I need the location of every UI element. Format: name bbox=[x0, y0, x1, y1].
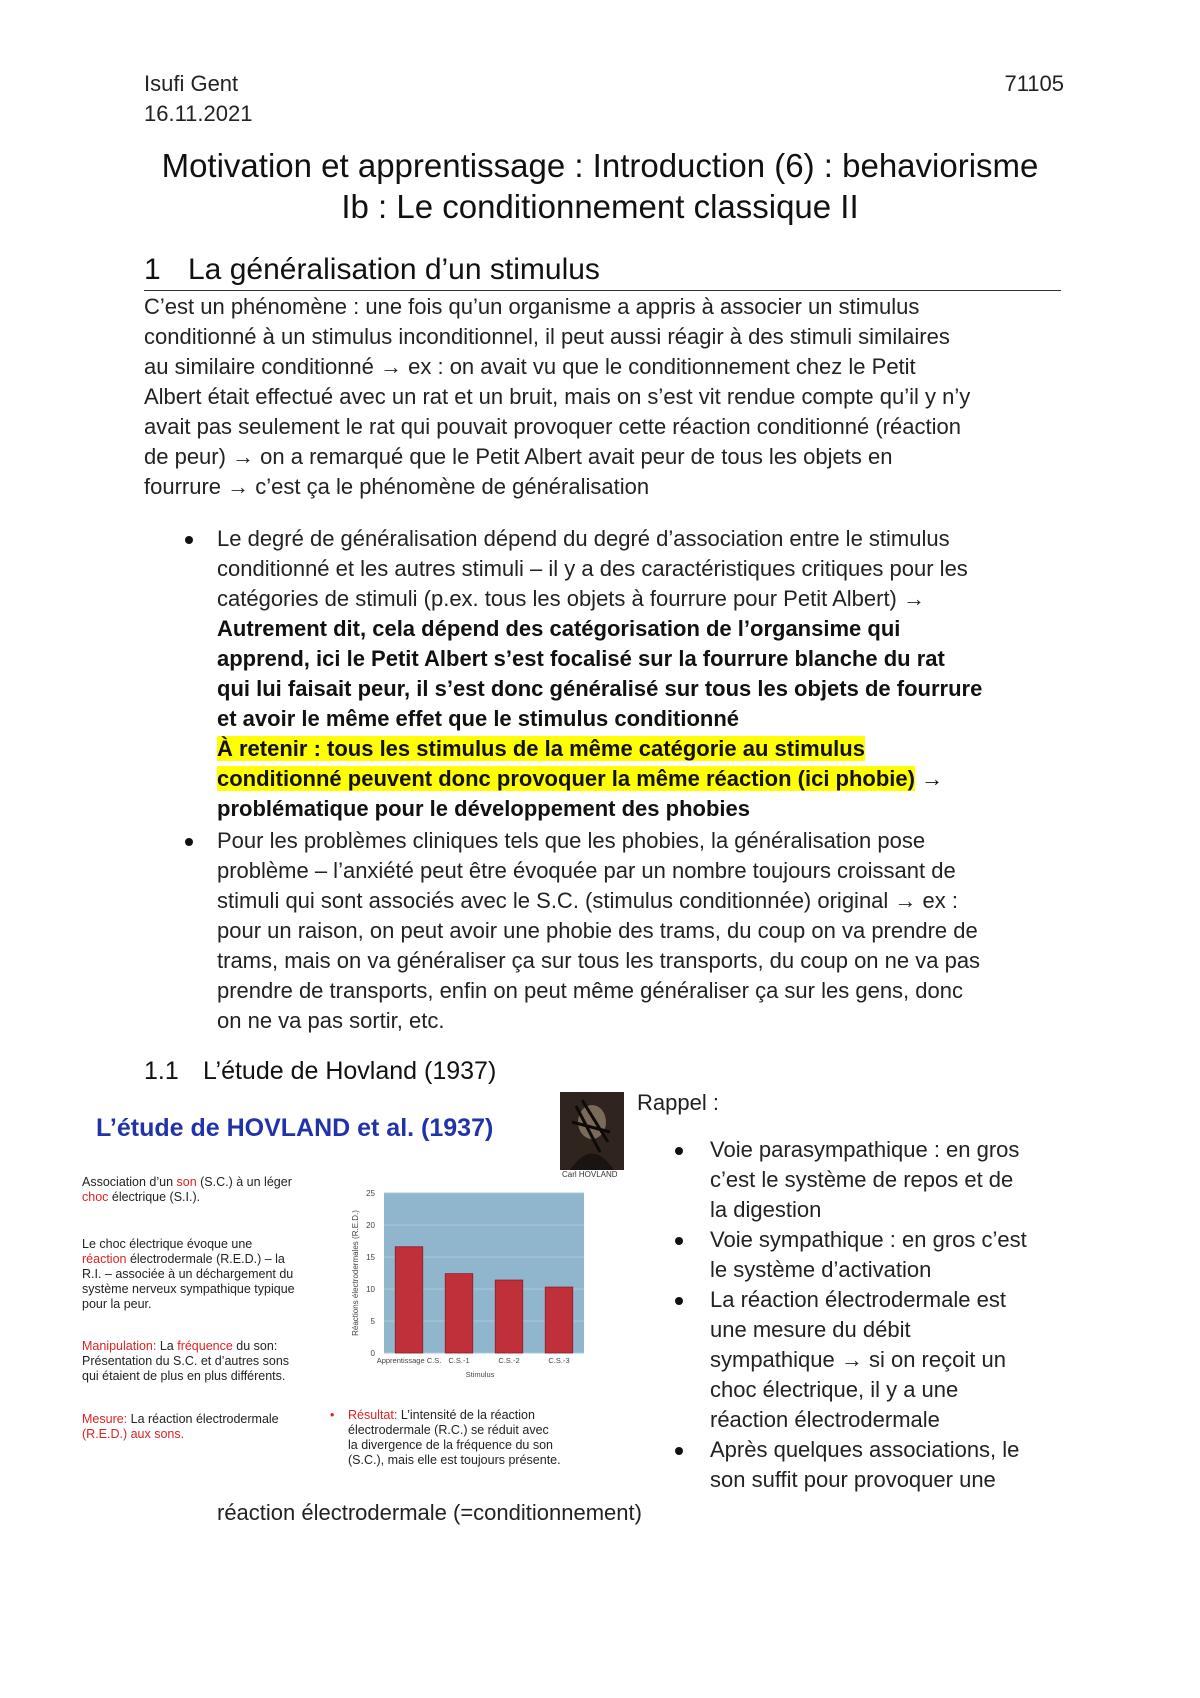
section-1-heading bbox=[144, 252, 600, 288]
y-tick-label: 25 bbox=[366, 1189, 375, 1198]
author-name: Isufi Gent bbox=[144, 71, 239, 96]
bullet-dot bbox=[675, 1147, 683, 1155]
slide-block-choc: Le choc électrique évoque une réaction électrodermale (R.E.D.) – la R.I. – associée à un déchargement du système nerveux sympathique typique pour la peur. bbox=[82, 1237, 295, 1311]
heading-underline bbox=[144, 290, 1061, 291]
para-line: conditionné à un stimulus inconditionnel, il peut aussi réagir à des stimuli similaires bbox=[144, 324, 950, 349]
bold-line: apprend, ici le Petit Albert s’est focalisé sur la fourrure blanche du rat bbox=[217, 646, 945, 671]
slide-title: L’étude de HOVLAND et al. (1937) bbox=[96, 1114, 494, 1142]
bold-line: Autrement dit, cela dépend des catégorisation de l’organsime qui bbox=[217, 616, 901, 641]
hovland-portrait bbox=[560, 1092, 624, 1170]
title-line-1: Motivation et apprentissage : Introduction (6) : behaviorisme bbox=[161, 147, 1039, 184]
bullet-generalisation-degree bbox=[217, 524, 1087, 824]
y-tick-label: 0 bbox=[370, 1349, 375, 1358]
bullet-line: prendre de transports, enfin on peut même généraliser ça sur les gens, donc bbox=[217, 978, 963, 1003]
bar-4 bbox=[545, 1287, 573, 1353]
para-line: avait pas seulement le rat qui pouvait provoquer cette réaction conditionné (réaction bbox=[144, 414, 961, 439]
x-tick-label: Apprentissage C.S. bbox=[376, 1356, 442, 1365]
para-line: Albert était effectué avec un rat et un bruit, mais on s’est vit rendue compte qu’il y n’y bbox=[144, 384, 971, 409]
section-1-number: 1 bbox=[144, 253, 161, 286]
bullet-line: problème – l’anxiété peut être évoquée par un nombre toujours croissant de bbox=[217, 858, 956, 883]
bullet-line: catégories de stimuli (p.ex. tous les objets à fourrure pour Petit Albert) → bbox=[217, 586, 925, 611]
highlighted-remember: conditionné peuvent donc provoquer la même réaction (ici phobie) bbox=[217, 766, 915, 791]
bullet-line: on ne va pas sortir, etc. bbox=[217, 1008, 445, 1033]
section-1-1-title: L’étude de Hovland (1937) bbox=[203, 1057, 497, 1085]
student-number: 71105 bbox=[1004, 71, 1064, 96]
x-tick-label: C.S.-1 bbox=[448, 1356, 470, 1365]
y-tick-label: 10 bbox=[366, 1285, 375, 1294]
y-tick-labels bbox=[366, 1189, 375, 1358]
hovland-slide bbox=[80, 1095, 640, 1475]
section-1-1-heading bbox=[144, 1055, 496, 1087]
rappel-item-parasympathique: Voie parasympathique : en gros c’est le système de repos et de la digestion bbox=[710, 1137, 1020, 1222]
bullet-dot bbox=[675, 1297, 683, 1305]
bullet-clinical-problems bbox=[217, 826, 1087, 1036]
x-axis-label: Stimulus bbox=[465, 1370, 495, 1379]
para-line: fourrure → c’est ça le phénomène de généralisation bbox=[144, 474, 650, 499]
y-axis-label: Réactions électrodermales (R.E.D.) bbox=[351, 1210, 360, 1336]
x-tick-label: C.S.-3 bbox=[548, 1356, 570, 1365]
bar-3 bbox=[495, 1280, 523, 1353]
section-1-title: La généralisation d’un stimulus bbox=[188, 253, 600, 286]
para-line: de peur) → on a remarqué que le Petit Albert avait peur de tous les objets en bbox=[144, 444, 893, 469]
page-title bbox=[0, 145, 1200, 227]
bold-line: et avoir le même effet que le stimulus conditionné bbox=[217, 706, 740, 731]
bold-line: problématique pour le développement des phobies bbox=[217, 796, 750, 821]
hovland-bar-chart bbox=[350, 1183, 590, 1383]
bullet-dot bbox=[675, 1237, 683, 1245]
bullet-dot bbox=[675, 1447, 683, 1455]
bullet-line: Pour les problèmes cliniques tels que les phobies, la généralisation pose bbox=[217, 828, 926, 853]
slide-result: • Résultat: L’intensité de la réaction électrodermale (R.C.) se réduit avec la divergence de la fréquence du son (S.C.), mais elle est toujours présente. bbox=[330, 1408, 561, 1467]
bullet-line: pour un raison, on peut avoir une phobie des trams, du coup on va prendre de bbox=[217, 918, 978, 943]
rappel-item-sympathique: Voie sympathique : en gros c’est le système d’activation bbox=[710, 1227, 1027, 1282]
rappel-item-associations: Après quelques associations, le son suffit pour provoquer une bbox=[710, 1437, 1020, 1492]
slide-block-manipulation: Manipulation: La fréquence du son: Présentation du S.C. et d’autres sons qui étaient de plus en plus différents. bbox=[82, 1339, 290, 1383]
document-date: 16.11.2021 bbox=[144, 101, 253, 126]
y-tick-label: 15 bbox=[366, 1253, 375, 1262]
bullet-line: stimuli qui sont associés avec le S.C. (stimulus conditionnée) original → ex : bbox=[217, 888, 958, 913]
chart-plot bbox=[384, 1193, 584, 1353]
bullet-dot bbox=[185, 838, 193, 846]
section-1-1-number: 1.1 bbox=[144, 1057, 179, 1085]
rappel-item-electrodermale: La réaction électrodermale est une mesure du débit sympathique → si on reçoit un choc électrique, il y a une réaction électrodermale bbox=[710, 1287, 1006, 1432]
para-line: au similaire conditionné → ex : on avait vu que le conditionnement chez le Petit bbox=[144, 354, 916, 379]
rappel-label: Rappel : bbox=[637, 1090, 719, 1115]
section-1-paragraph bbox=[144, 292, 1074, 502]
title-line-2: Ib : Le conditionnement classique II bbox=[341, 188, 859, 225]
bar-2 bbox=[445, 1274, 473, 1353]
bold-line: qui lui faisait peur, il s’est donc généralisé sur tous les objets de fourrure bbox=[217, 676, 983, 701]
y-tick-label: 5 bbox=[370, 1317, 375, 1326]
rappel-continuation: réaction électrodermale (=conditionnement) bbox=[217, 1500, 642, 1525]
bar-1 bbox=[395, 1247, 423, 1353]
bullet-line: Le degré de généralisation dépend du degré d’association entre le stimulus bbox=[217, 526, 950, 551]
x-tick-labels bbox=[377, 1356, 570, 1365]
slide-block-mesure: Mesure: La réaction électrodermale (R.E.D.) aux sons. bbox=[82, 1412, 279, 1441]
portrait-image bbox=[560, 1092, 624, 1170]
x-tick-label: C.S.-2 bbox=[498, 1356, 520, 1365]
arrow: → bbox=[914, 766, 944, 791]
highlighted-remember: À retenir : tous les stimulus de la même catégorie au stimulus bbox=[217, 736, 865, 761]
bullet-line: conditionné et les autres stimuli – il y a des caractéristiques critiques pour les bbox=[217, 556, 968, 581]
slide-block-association: Association d’un son (S.C.) à un léger choc électrique (S.I.). bbox=[82, 1175, 292, 1204]
para-line: C’est un phénomène : une fois qu’un organisme a appris à associer un stimulus bbox=[144, 294, 920, 319]
bullet-line: trams, mais on va généraliser ça sur tous les transports, du coup on ne va pas bbox=[217, 948, 981, 973]
y-tick-label: 20 bbox=[366, 1221, 375, 1230]
portrait-caption: Carl HOVLAND bbox=[562, 1170, 618, 1179]
bullet-dot bbox=[185, 536, 193, 544]
